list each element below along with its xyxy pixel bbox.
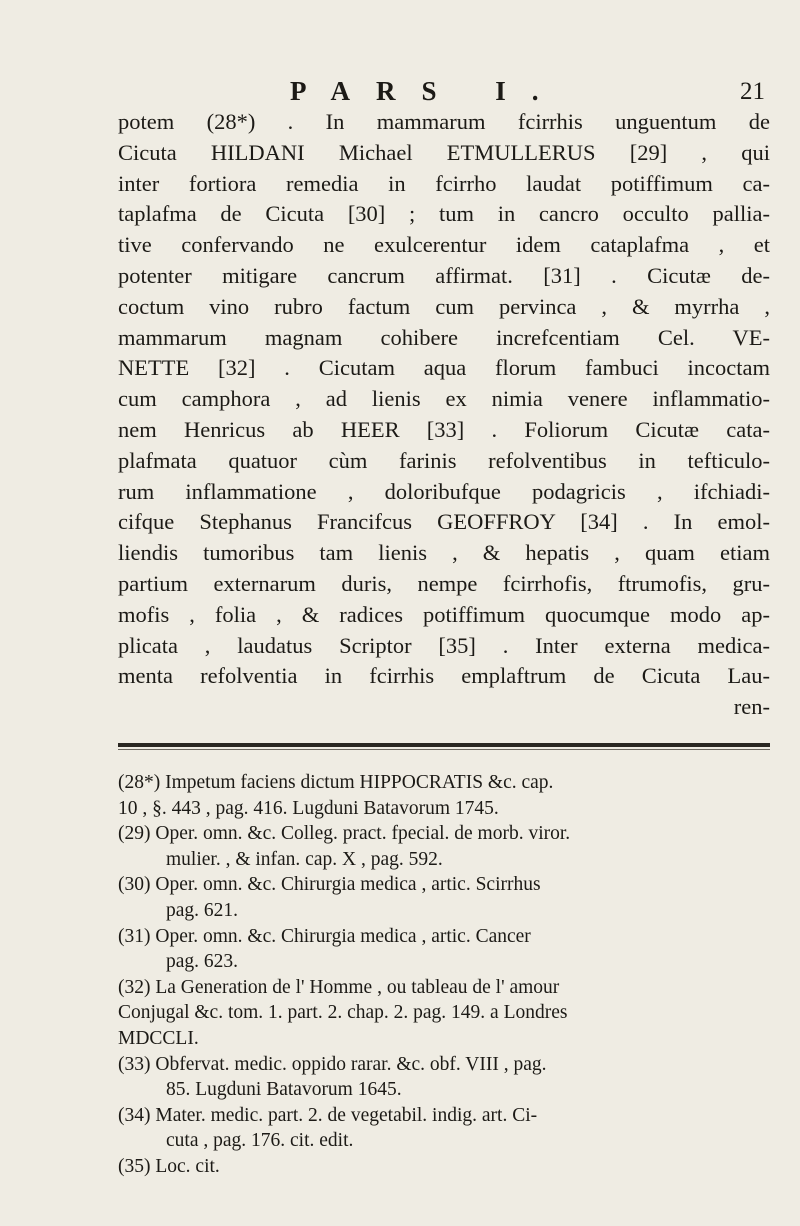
main-text xyxy=(118,107,770,723)
running-title: PARS I. xyxy=(290,76,565,106)
text-line: plicata , laudatus Scriptor [35] . Inter externa medica- xyxy=(118,632,770,658)
text-line: menta refolventia in fcirrhis emplaftrum de Cicuta Lau- xyxy=(118,663,770,689)
footnote-line: (31) Oper. omn. &c. Chirurgia medica , artic. Cancer xyxy=(118,925,531,947)
text-line: mofis , folia , & radices potiffimum quocumque modo ap- xyxy=(118,601,770,627)
footnote-line: (32) La Generation de l' Homme , ou tableau de l' amour xyxy=(118,976,560,998)
text-line: potenter mitigare cancrum affirmat. [31] . Cicutæ de- xyxy=(118,262,770,288)
text-line: Cicuta HILDANI Michael ETMULLERUS [29] , qui xyxy=(118,139,770,165)
text-line: coctum vino rubro factum cum pervinca , & myrrha , xyxy=(118,293,770,319)
catchword: ren- xyxy=(733,694,770,720)
footnote-line: 10 , §. 443 , pag. 416. Lugduni Batavorum 1745. xyxy=(118,797,499,819)
footnote-line: Conjugal &c. tom. 1. part. 2. chap. 2. pag. 149. a Londres xyxy=(118,1002,568,1024)
text-line: liendis tumoribus tam lienis , & hepatis , quam etiam xyxy=(118,540,770,566)
footnote-line: (33) Obfervat. medic. oppido rarar. &c. obf. VIII , pag. xyxy=(118,1053,547,1075)
footnote-line: (29) Oper. omn. &c. Colleg. pract. fpecial. de morb. viror. xyxy=(118,823,571,845)
footnote-rule xyxy=(118,743,770,747)
footnote-line: (35) Loc. cit. xyxy=(118,1155,220,1177)
footnote-line: pag. 621. xyxy=(166,899,239,921)
text-line: potem (28*) . In mammarum fcirrhis unguentum de xyxy=(118,109,770,134)
footnote-line: (28*) Impetum faciens dictum HIPPOCRATIS &c. cap. xyxy=(118,772,554,793)
text-line: nem Henricus ab HEER [33] . Foliorum Cicutæ cata- xyxy=(118,416,770,442)
footnote-line: pag. 623. xyxy=(166,951,239,973)
text-line: cifque Stephanus Francifcus GEOFFROY [34] . In emol- xyxy=(118,509,770,535)
footnote-line: (34) Mater. medic. part. 2. de vegetabil. indig. art. Ci- xyxy=(118,1104,538,1126)
footnotes xyxy=(118,770,778,1180)
text-line: taplafma de Cicuta [30] ; tum in cancro occulto pallia- xyxy=(118,201,770,227)
text-line: rum inflammatione , doloribufque podagricis , ifchiadi- xyxy=(118,478,770,504)
footnote-line: 85. Lugduni Batavorum 1645. xyxy=(166,1079,402,1101)
text-line: NETTE [32] . Cicutam aqua florum fambuci incoctam xyxy=(118,355,770,381)
footnote-line: (30) Oper. omn. &c. Chirurgia medica , artic. Scirrhus xyxy=(118,874,541,896)
text-line: inter fortiora remedia in fcirrho laudat potiffimum ca- xyxy=(118,170,770,196)
text-line: partium externarum duris, nempe fcirrhofis, ftrumofis, gru- xyxy=(118,570,770,596)
text-line: mammarum magnam cohibere increfcentiam Cel. VE- xyxy=(118,324,770,350)
page-number: 21 xyxy=(740,78,765,105)
footnote-rule-thin xyxy=(118,749,770,750)
text-line: cum camphora , ad lienis ex nimia venere inflammatio- xyxy=(118,386,770,412)
footnote-line: mulier. , & infan. cap. X , pag. 592. xyxy=(166,848,443,870)
text-line: plafmata quatuor cùm farinis refolventibus in tefticulo- xyxy=(118,447,770,473)
text-line: tive confervando ne exulcerentur idem cataplafma , et xyxy=(118,232,770,258)
footnote-line: MDCCLI. xyxy=(118,1027,199,1049)
footnote-line: cuta , pag. 176. cit. edit. xyxy=(166,1130,354,1152)
